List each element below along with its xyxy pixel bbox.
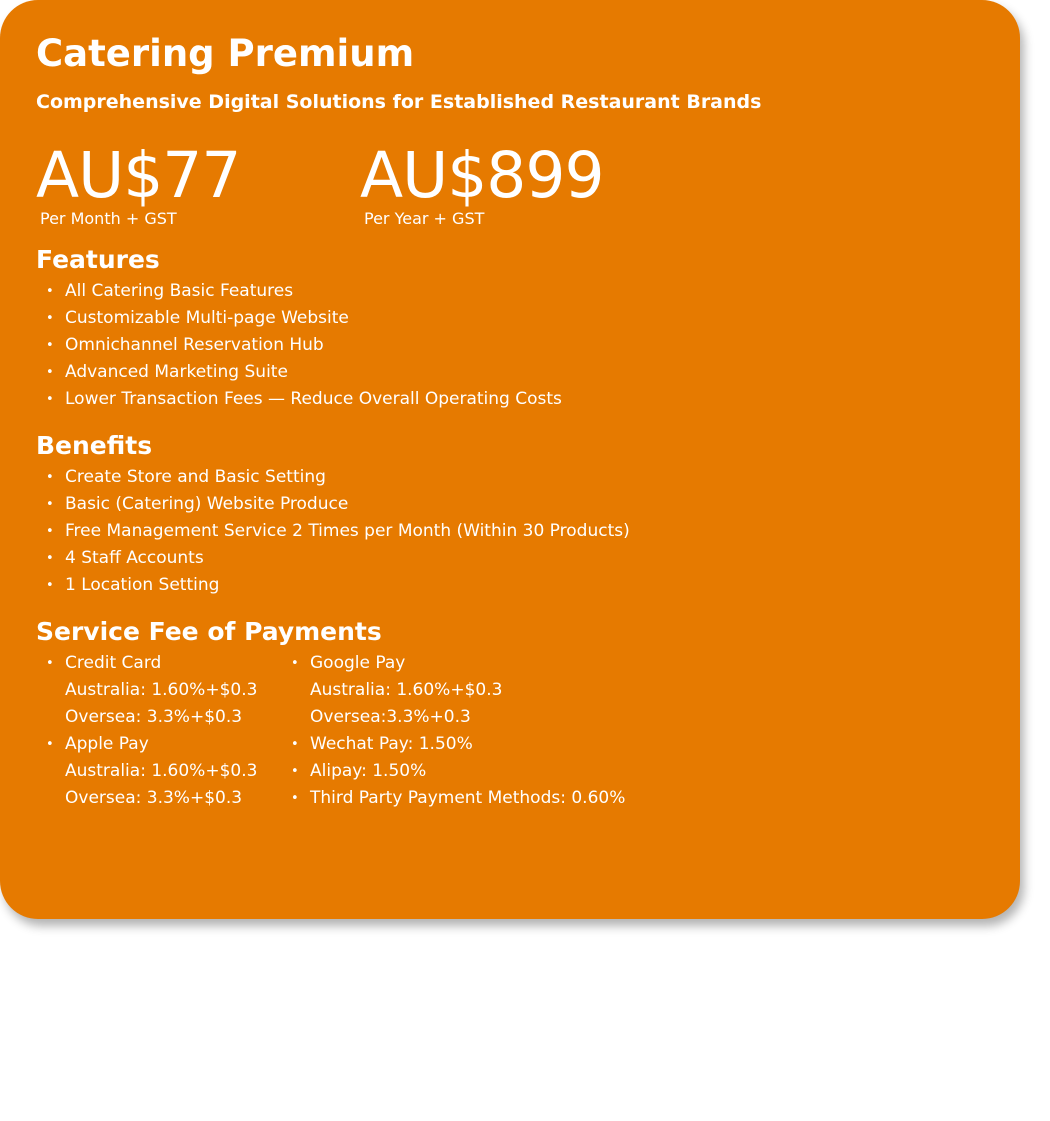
yearly-price-amount: AU$899	[360, 139, 604, 212]
payment-method-credit-card	[36, 650, 257, 731]
list-item: • Lower Transaction Fees — Reduce Overall Operating Costs	[36, 386, 1020, 413]
list-item: • 4 Staff Accounts	[36, 545, 1020, 572]
list-item: • Omnichannel Reservation Hub	[36, 332, 1020, 359]
service-fees-left-column	[36, 650, 257, 812]
list-item: • Basic (Catering) Website Produce	[36, 491, 1020, 518]
payment-method-wechat-pay: • Wechat Pay: 1.50%	[281, 731, 625, 758]
benefits-heading: Benefits	[36, 431, 153, 460]
yearly-price-term: Per Year + GST	[364, 209, 485, 228]
payment-method-alipay: • Alipay: 1.50%	[281, 758, 625, 785]
benefits-list	[36, 464, 1020, 599]
payment-method-name: • Google Pay	[310, 653, 406, 673]
monthly-price	[36, 139, 241, 229]
yearly-price	[360, 139, 604, 229]
payment-method-third-party: • Third Party Payment Methods: 0.60%	[281, 785, 625, 812]
list-item: • Create Store and Basic Setting	[36, 464, 1020, 491]
payment-method-apple-pay	[36, 731, 257, 812]
features-list	[36, 278, 1020, 413]
monthly-price-term: Per Month + GST	[40, 209, 177, 228]
service-fees	[36, 650, 1020, 810]
payment-fee-line: Australia: 1.60%+$0.3	[310, 680, 503, 700]
pricing	[36, 139, 1020, 243]
payment-fee-line: Oversea: 3.3%+$0.3	[65, 788, 243, 808]
service-fees-right-column	[281, 650, 625, 812]
service-fees-heading: Service Fee of Payments	[36, 617, 382, 646]
payment-method-name: • Apple Pay	[65, 734, 149, 754]
plan-title: Catering Premium	[36, 32, 415, 75]
list-item: • Advanced Marketing Suite	[36, 359, 1020, 386]
payment-method-name: • Credit Card	[65, 653, 162, 673]
list-item: • 1 Location Setting	[36, 572, 1020, 599]
payment-fee-line: Australia: 1.60%+$0.3	[65, 761, 258, 781]
payment-fee-line: Oversea:3.3%+0.3	[310, 707, 471, 727]
payment-fee-line: Oversea: 3.3%+$0.3	[65, 707, 243, 727]
payment-method-google-pay	[281, 650, 625, 731]
features-heading: Features	[36, 245, 160, 274]
monthly-price-amount: AU$77	[36, 139, 241, 212]
list-item: • Free Management Service 2 Times per Month (Within 30 Products)	[36, 518, 1020, 545]
list-item: • Customizable Multi-page Website	[36, 305, 1020, 332]
list-item: • All Catering Basic Features	[36, 278, 1020, 305]
plan-subtitle: Comprehensive Digital Solutions for Established Restaurant Brands	[36, 91, 762, 113]
payment-fee-line: Australia: 1.60%+$0.3	[65, 680, 258, 700]
